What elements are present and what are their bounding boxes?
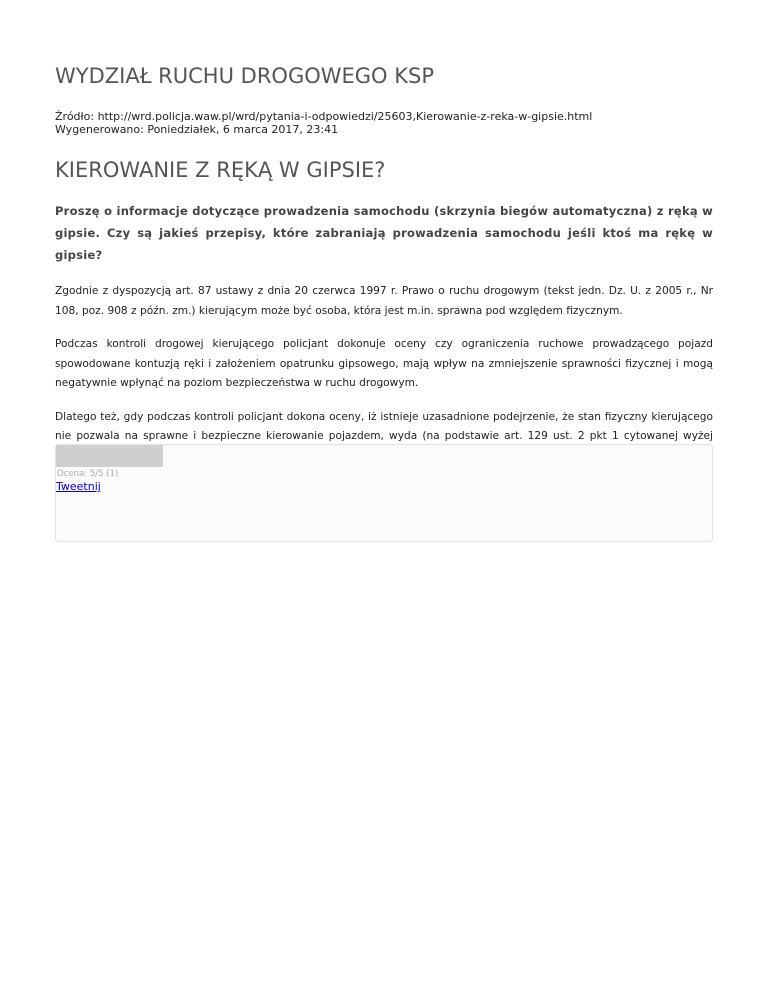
answer-paragraph-1: Zgodnie z dyspozycją art. 87 ustawy z dnia 20 czerwca 1997 r. Prawo o ruchu drogowym (tekst jedn. Dz. U. z 2005 r., Nr 108, poz. 908 z późn. zm.) kierującym może być osoba, która jest m.in. sprawna pod względem fizycznym. xyxy=(55,285,713,317)
generated-line: Wygenerowano: Poniedziałek, 6 marca 2017, 23:41 xyxy=(55,123,339,136)
rating-box xyxy=(55,444,713,542)
article-title: KIEROWANIE Z RĘKĄ W GIPSIE? xyxy=(55,158,386,182)
page xyxy=(0,0,768,466)
question-text: Proszę o informacje dotyczące prowadzenia samochodu (skrzynia biegów automatyczna) z ręką w gipsie. Czy są jakieś przepisy, które zabraniają prowadzenia samochodu jeśli ktoś ma rękę w gipsie? xyxy=(55,204,713,262)
source-line: Źródło: http://wrd.policja.waw.pl/wrd/pytania-i-odpowiedzi/25603,Kierowanie-z-reka-w-gipsie.html xyxy=(55,110,593,123)
document-meta xyxy=(55,110,713,136)
rating-text: Ocena: 5/5 (1) xyxy=(57,469,119,479)
rating-bar[interactable] xyxy=(56,445,163,467)
answer-paragraph-3: Dlatego też, gdy podczas kontroli policjant dokona oceny, iż istnieje uzasadnione podejrzenie, że stan fizyczny kierującego nie pozwala na sprawne i bezpieczne kierowanie pojazdem, wyda (na podstawie art. 129 ust. 2 pkt 1 cytowanej wyżej xyxy=(55,410,713,442)
rating-fill xyxy=(56,445,163,467)
site-title: WYDZIAŁ RUCHU DROGOWEGO KSP xyxy=(55,64,435,88)
tweet-link[interactable]: Tweetnij xyxy=(56,480,101,493)
answer-paragraph-2: Podczas kontroli drogowej kierującego policjant dokonuje oceny czy ograniczenia ruchowe prowadzącego pojazd spowodowane kontuzją ręki i założeniem opatrunku gipsowego, mają wpływ na zmniejszenie sprawności fizycznej i mogą negatywnie wpłynąć na poziom bezpieczeństwa w ruchu drogowym. xyxy=(55,338,713,389)
